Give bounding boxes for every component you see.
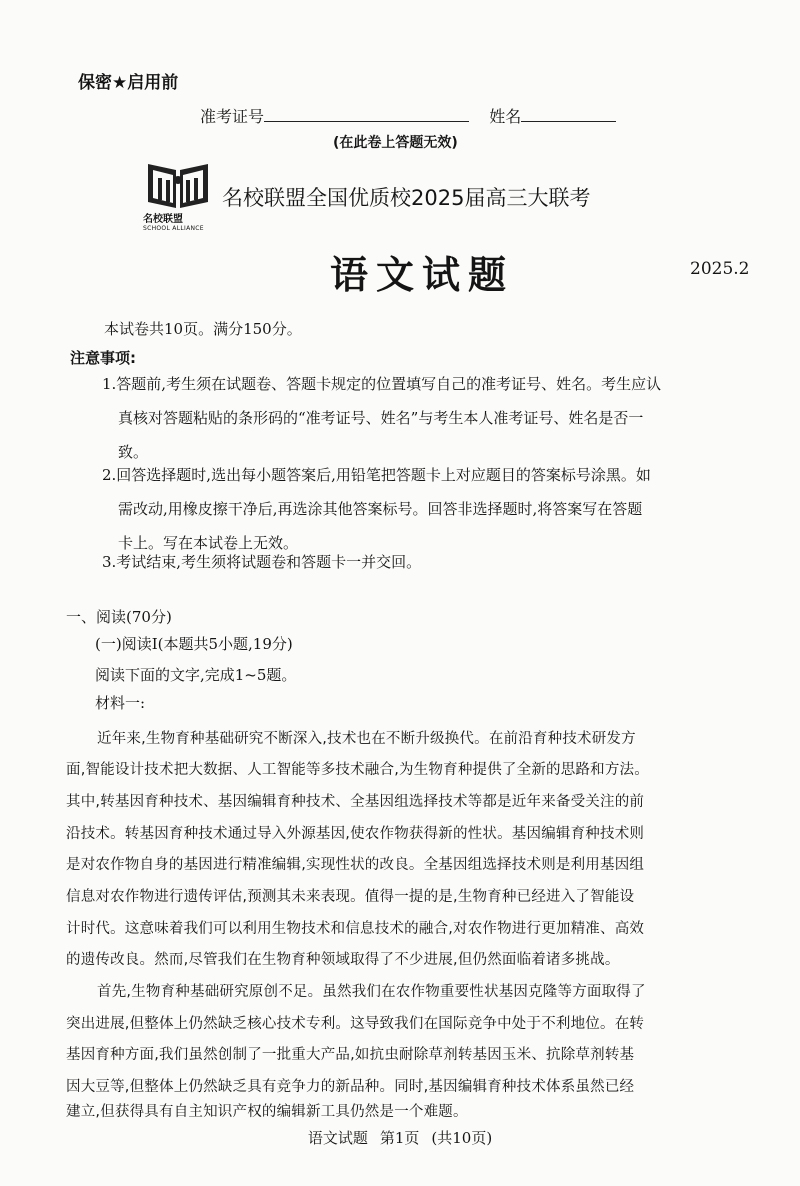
exam-id-blank xyxy=(264,107,469,122)
body-line: 是对农作物自身的基因进行精准编辑,实现性状的改良。全基因组选择技术则是利用基因组 xyxy=(66,857,645,873)
logo-name: 名校联盟 xyxy=(143,214,183,225)
name-label: 姓名 xyxy=(489,107,522,126)
section-title: 一、阅读(70分) xyxy=(66,608,172,626)
note-line: 2.回答选择题时,选出每小题答案后,用铅笔把答题卡上对应题目的答案标号涂黑。如 xyxy=(102,466,651,484)
reading-instruction: 阅读下面的文字,完成1~5题。 xyxy=(95,666,297,684)
note-line: 致。 xyxy=(118,443,149,461)
candidate-info-line xyxy=(200,104,616,127)
exam-id-label: 准考证号 xyxy=(200,107,265,126)
body-line: 突出进展,但整体上仍然缺乏核心技术专利。这导致我们在国际竞争中处于不利地位。在转 xyxy=(66,1016,645,1032)
body-line: 首先,生物育种基础研究原创不足。虽然我们在农作物重要性状基因克隆等方面取得了 xyxy=(97,984,646,1000)
note-line: 1.答题前,考生须在试题卷、答题卡规定的位置填写自己的准考证号、姓名。考生应认 xyxy=(102,375,662,393)
body-line: 计时代。这意味着我们可以利用生物技术和信息技术的融合,对农作物进行更加精准、高效 xyxy=(66,921,645,937)
footer-page: 第1页 xyxy=(379,1129,420,1147)
name-blank xyxy=(521,107,616,122)
body-line: 的遗传改良。然而,尽管我们在生物育种领域取得了不少进展,但仍然面临着诸多挑战。 xyxy=(66,952,620,968)
body-line: 建立,但获得具有自主知识产权的编辑新工具仍然是一个难题。 xyxy=(66,1104,468,1120)
page-footer xyxy=(0,1127,800,1148)
confidential-label: 保密★启用前 xyxy=(78,73,179,93)
note-item-1 xyxy=(102,367,661,469)
exam-title: 名校联盟全国优质校2025届高三大联考 xyxy=(222,186,591,210)
exam-date: 2025.2 xyxy=(690,259,750,279)
body-line: 沿技术。转基因育种技术通过导入外源基因,使农作物获得新的性状。基因编辑育种技术则 xyxy=(66,826,645,842)
footer-total: (共10页) xyxy=(431,1129,493,1147)
paper-intro: 本试卷共10页。满分150分。 xyxy=(104,320,302,338)
subsection-title: (一)阅读Ⅰ(本题共5小题,19分) xyxy=(95,635,293,653)
footer-subject: 语文试题 xyxy=(307,1129,368,1147)
notes-heading: 注意事项: xyxy=(70,349,136,367)
note-line: 卡上。写在本试卷上无效。 xyxy=(118,534,299,552)
subject-title: 语文试题 xyxy=(330,253,515,297)
note-line: 真核对答题粘贴的条形码的“准考证号、姓名”与考生本人准考证号、姓名是否一 xyxy=(118,409,644,427)
body-line: 信息对农作物进行遗传评估,预测其未来表现。值得一提的是,生物育种已经进入了智能设 xyxy=(66,889,635,905)
invalid-note: (在此卷上答题无效) xyxy=(333,135,458,151)
note-item-3 xyxy=(102,545,421,579)
body-line: 面,智能设计技术把大数据、人工智能等多技术融合,为生物育种提供了全新的思路和方法。 xyxy=(66,762,649,778)
logo-subtitle: SCHOOL ALLIANCE xyxy=(143,225,204,232)
body-line: 因大豆等,但整体上仍然缺乏具有竞争力的新品种。同时,基因编辑育种技术体系虽然已经 xyxy=(66,1079,635,1095)
body-line: 近年来,生物育种基础研究不断深入,技术也在不断升级换代。在前沿育种技术研发方 xyxy=(97,731,636,747)
note-line: 3.考试结束,考生须将试题卷和答题卡一并交回。 xyxy=(102,553,422,571)
material-label: 材料一: xyxy=(95,694,146,712)
body-line: 其中,转基因育种技术、基因编辑育种技术、全基因组选择技术等都是近年来备受关注的前 xyxy=(66,794,645,810)
note-line: 需改动,用橡皮擦干净后,再选涂其他答案标号。回答非选择题时,将答案写在答题 xyxy=(118,500,643,518)
body-line: 基因育种方面,我们虽然创制了一批重大产品,如抗虫耐除草剂转基因玉米、抗除草剂转基 xyxy=(66,1047,635,1063)
